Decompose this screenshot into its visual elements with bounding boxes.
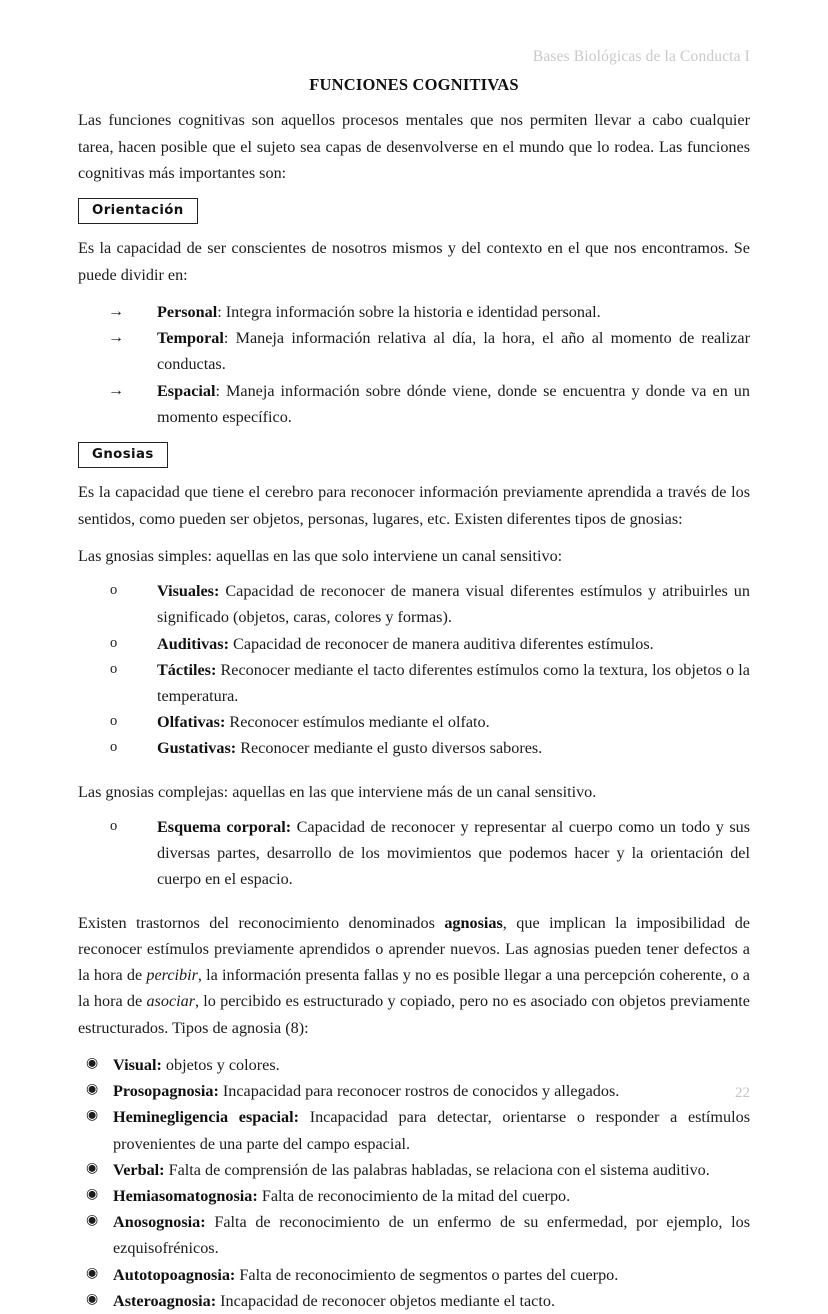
list-item-term: Espacial <box>157 381 216 400</box>
list-item-term: Auditivas: <box>157 634 229 653</box>
list-item <box>86 1262 750 1288</box>
circled-dot-bullet-icon: ◉ <box>86 1160 99 1176</box>
circled-dot-bullet-icon: ◉ <box>86 1082 99 1098</box>
circled-dot-bullet-icon: ◉ <box>86 1213 99 1229</box>
list-item <box>108 657 750 709</box>
list-item-text: Capacidad de reconocer de manera auditiva diferentes estímulos. <box>233 634 654 653</box>
list-item-term: Gustativas: <box>157 739 237 758</box>
section-label-gnosias: Gnosias <box>78 442 168 468</box>
circle-bullet-icon: o <box>110 634 118 651</box>
list-item <box>86 1157 750 1183</box>
circle-bullet-icon: o <box>110 582 118 599</box>
agnosias-italic-percibir: percibir <box>146 966 198 985</box>
list-item <box>86 1288 750 1314</box>
list-item-text: Maneja información relativa al día, la hora, el año al momento de realizar conductas. <box>157 329 750 374</box>
list-item-text: Falta de comprensión de las palabras habladas, se relaciona con el sistema auditivo. <box>168 1160 710 1179</box>
agnosias-text-4: , lo percibido es estructurado y copiado, pero no es asociado con objetos previamente estructurados. Tipos de agnosia (8): <box>78 992 750 1037</box>
running-header: Bases Biológicas de la Conducta I <box>532 48 750 65</box>
gnosias-intro: Es la capacidad que tiene el cerebro para reconocer información previamente aprendida a través de los sentidos, como pueden ser objetos, personas, lugares, etc. Existen diferentes tipos de gnosias: <box>78 483 750 528</box>
list-item <box>86 1209 750 1261</box>
list-item-separator: : <box>223 329 236 348</box>
list-item-text: Reconocer mediante el tacto diferentes estímulos como la textura, los objetos o la temperatura. <box>157 660 750 705</box>
agnosias-paragraph <box>78 910 750 1041</box>
list-item-separator: : <box>215 381 226 400</box>
list-item-term: Anosognosia: <box>113 1213 206 1232</box>
list-item-term: Visual: <box>113 1055 162 1074</box>
document-content <box>78 74 750 1314</box>
list-item-term: Esquema corporal: <box>157 817 292 836</box>
list-item-text: Incapacidad para detectar, orientarse o responder a estímulos provenientes de una parte del campo espacial. <box>113 1108 750 1153</box>
agnosias-text-1: Existen trastornos del reconocimiento denominados <box>78 913 445 932</box>
list-item-term: Temporal <box>157 329 224 348</box>
list-item <box>86 1104 750 1156</box>
agnosias-text-3: , la información presenta fallas y no es posible llegar a una percepción coherente, o a la hora de <box>78 966 750 1011</box>
list-item <box>108 631 750 657</box>
list-item-text: Falta de reconocimiento de la mitad del cuerpo. <box>261 1186 571 1205</box>
list-item <box>108 299 750 325</box>
arrow-right-icon: → <box>108 381 124 399</box>
list-item-text: objetos y colores. <box>165 1055 280 1074</box>
list-item-term: Verbal: <box>113 1160 165 1179</box>
list-item-separator: : <box>217 302 226 321</box>
gnosias-simples-list <box>108 578 750 762</box>
page-number: 22 <box>735 1085 750 1101</box>
circle-bullet-icon: o <box>110 817 118 834</box>
list-item-separator <box>299 1108 310 1126</box>
list-item <box>108 325 750 377</box>
agnosias-text-2: , que implican la imposibilidad de reconocer estímulos previamente aprendidos o aprender nuevos. Las agnosias pueden tener defectos a la hora de <box>78 913 750 985</box>
arrow-right-icon: → <box>108 329 124 347</box>
arrow-right-icon: → <box>108 302 124 320</box>
list-item-term: Visuales: <box>157 582 220 601</box>
circled-dot-bullet-icon: ◉ <box>86 1186 99 1202</box>
circled-dot-bullet-icon: ◉ <box>86 1265 99 1281</box>
circle-bullet-icon: o <box>110 660 118 677</box>
list-item-text: Reconocer mediante el gusto diversos sabores. <box>240 739 543 758</box>
section-label-orientacion-wrap <box>78 198 750 224</box>
gnosias-complejas-lead: Las gnosias complejas: aquellas en las que interviene más de un canal sensitivo. <box>78 782 597 801</box>
list-item-text: Integra información sobre la historia e identidad personal. <box>225 302 601 321</box>
list-item <box>108 814 750 893</box>
list-item-separator <box>206 1213 215 1231</box>
list-item-term: Personal <box>157 302 218 321</box>
list-item <box>108 735 750 761</box>
list-item-term: Heminegligencia espacial: <box>113 1108 300 1127</box>
list-item-term: Prosopagnosia: <box>113 1082 219 1101</box>
orientacion-list <box>108 299 750 430</box>
list-item <box>108 378 750 430</box>
list-item-term: Olfativas: <box>157 713 226 732</box>
circle-bullet-icon: o <box>110 713 118 730</box>
list-item <box>86 1183 750 1209</box>
list-item <box>108 578 750 630</box>
circled-dot-bullet-icon: ◉ <box>86 1055 99 1071</box>
intro-paragraph: Las funciones cognitivas son aquellos procesos mentales que nos permiten llevar a cabo cualquier tarea, hacen posible que el sujeto sea capas de desenvolverse en el mundo que lo rodea. Las funciones cognitivas más importantes son: <box>78 111 750 182</box>
orientacion-intro: Es la capacidad de ser conscientes de nosotros mismos y del contexto en el que nos encontramos. Se puede dividir en: <box>78 239 750 284</box>
list-item-term: Asteroagnosia: <box>113 1291 217 1310</box>
gnosias-simples-lead: Las gnosias simples: aquellas en las que solo interviene un canal sensitivo: <box>78 546 563 565</box>
agnosias-bold-term: agnosias <box>444 913 503 932</box>
list-item <box>86 1052 750 1078</box>
circled-dot-bullet-icon: ◉ <box>86 1108 99 1124</box>
list-item-text: Reconocer estímulos mediante el olfato. <box>229 713 490 732</box>
list-item-term: Autotopoagnosia: <box>113 1265 236 1284</box>
circle-bullet-icon: o <box>110 739 118 756</box>
list-item-term: Hemiasomatognosia: <box>113 1186 258 1205</box>
list-item-text: Capacidad de reconocer de manera visual diferentes estímulos y atribuirles un significado (objetos, caras, colores y formas). <box>157 582 750 627</box>
list-item-text: Incapacidad para reconocer rostros de conocidos y allegados. <box>222 1082 620 1101</box>
list-item-text: Maneja información sobre dónde viene, donde se encuentra y donde va en un momento específico. <box>157 381 750 426</box>
circled-dot-bullet-icon: ◉ <box>86 1291 99 1307</box>
list-item-text: Falta de reconocimiento de un enfermo de su enfermedad, por ejemplo, los ezquisofrénicos. <box>113 1213 750 1258</box>
list-item-text: Capacidad de reconocer y representar al cuerpo como un todo y sus diversas partes, desarrollo de los movimientos que podemos hacer y la orientación del cuerpo en el espacio. <box>157 817 751 889</box>
spacer <box>78 768 750 779</box>
list-item <box>108 709 750 735</box>
agnosias-italic-asociar: asociar <box>146 992 196 1011</box>
gnosias-complejas-list <box>108 814 750 893</box>
list-item-text: Incapacidad de reconocer objetos mediante el tacto. <box>220 1291 555 1310</box>
spacer <box>78 899 750 910</box>
section-label-orientacion: Orientación <box>78 198 198 224</box>
page-title: FUNCIONES COGNITIVAS <box>309 75 519 94</box>
section-label-gnosias-wrap <box>78 442 750 468</box>
list-item-text: Falta de reconocimiento de segmentos o partes del cuerpo. <box>239 1265 619 1284</box>
list-item-term: Táctiles: <box>157 660 217 679</box>
